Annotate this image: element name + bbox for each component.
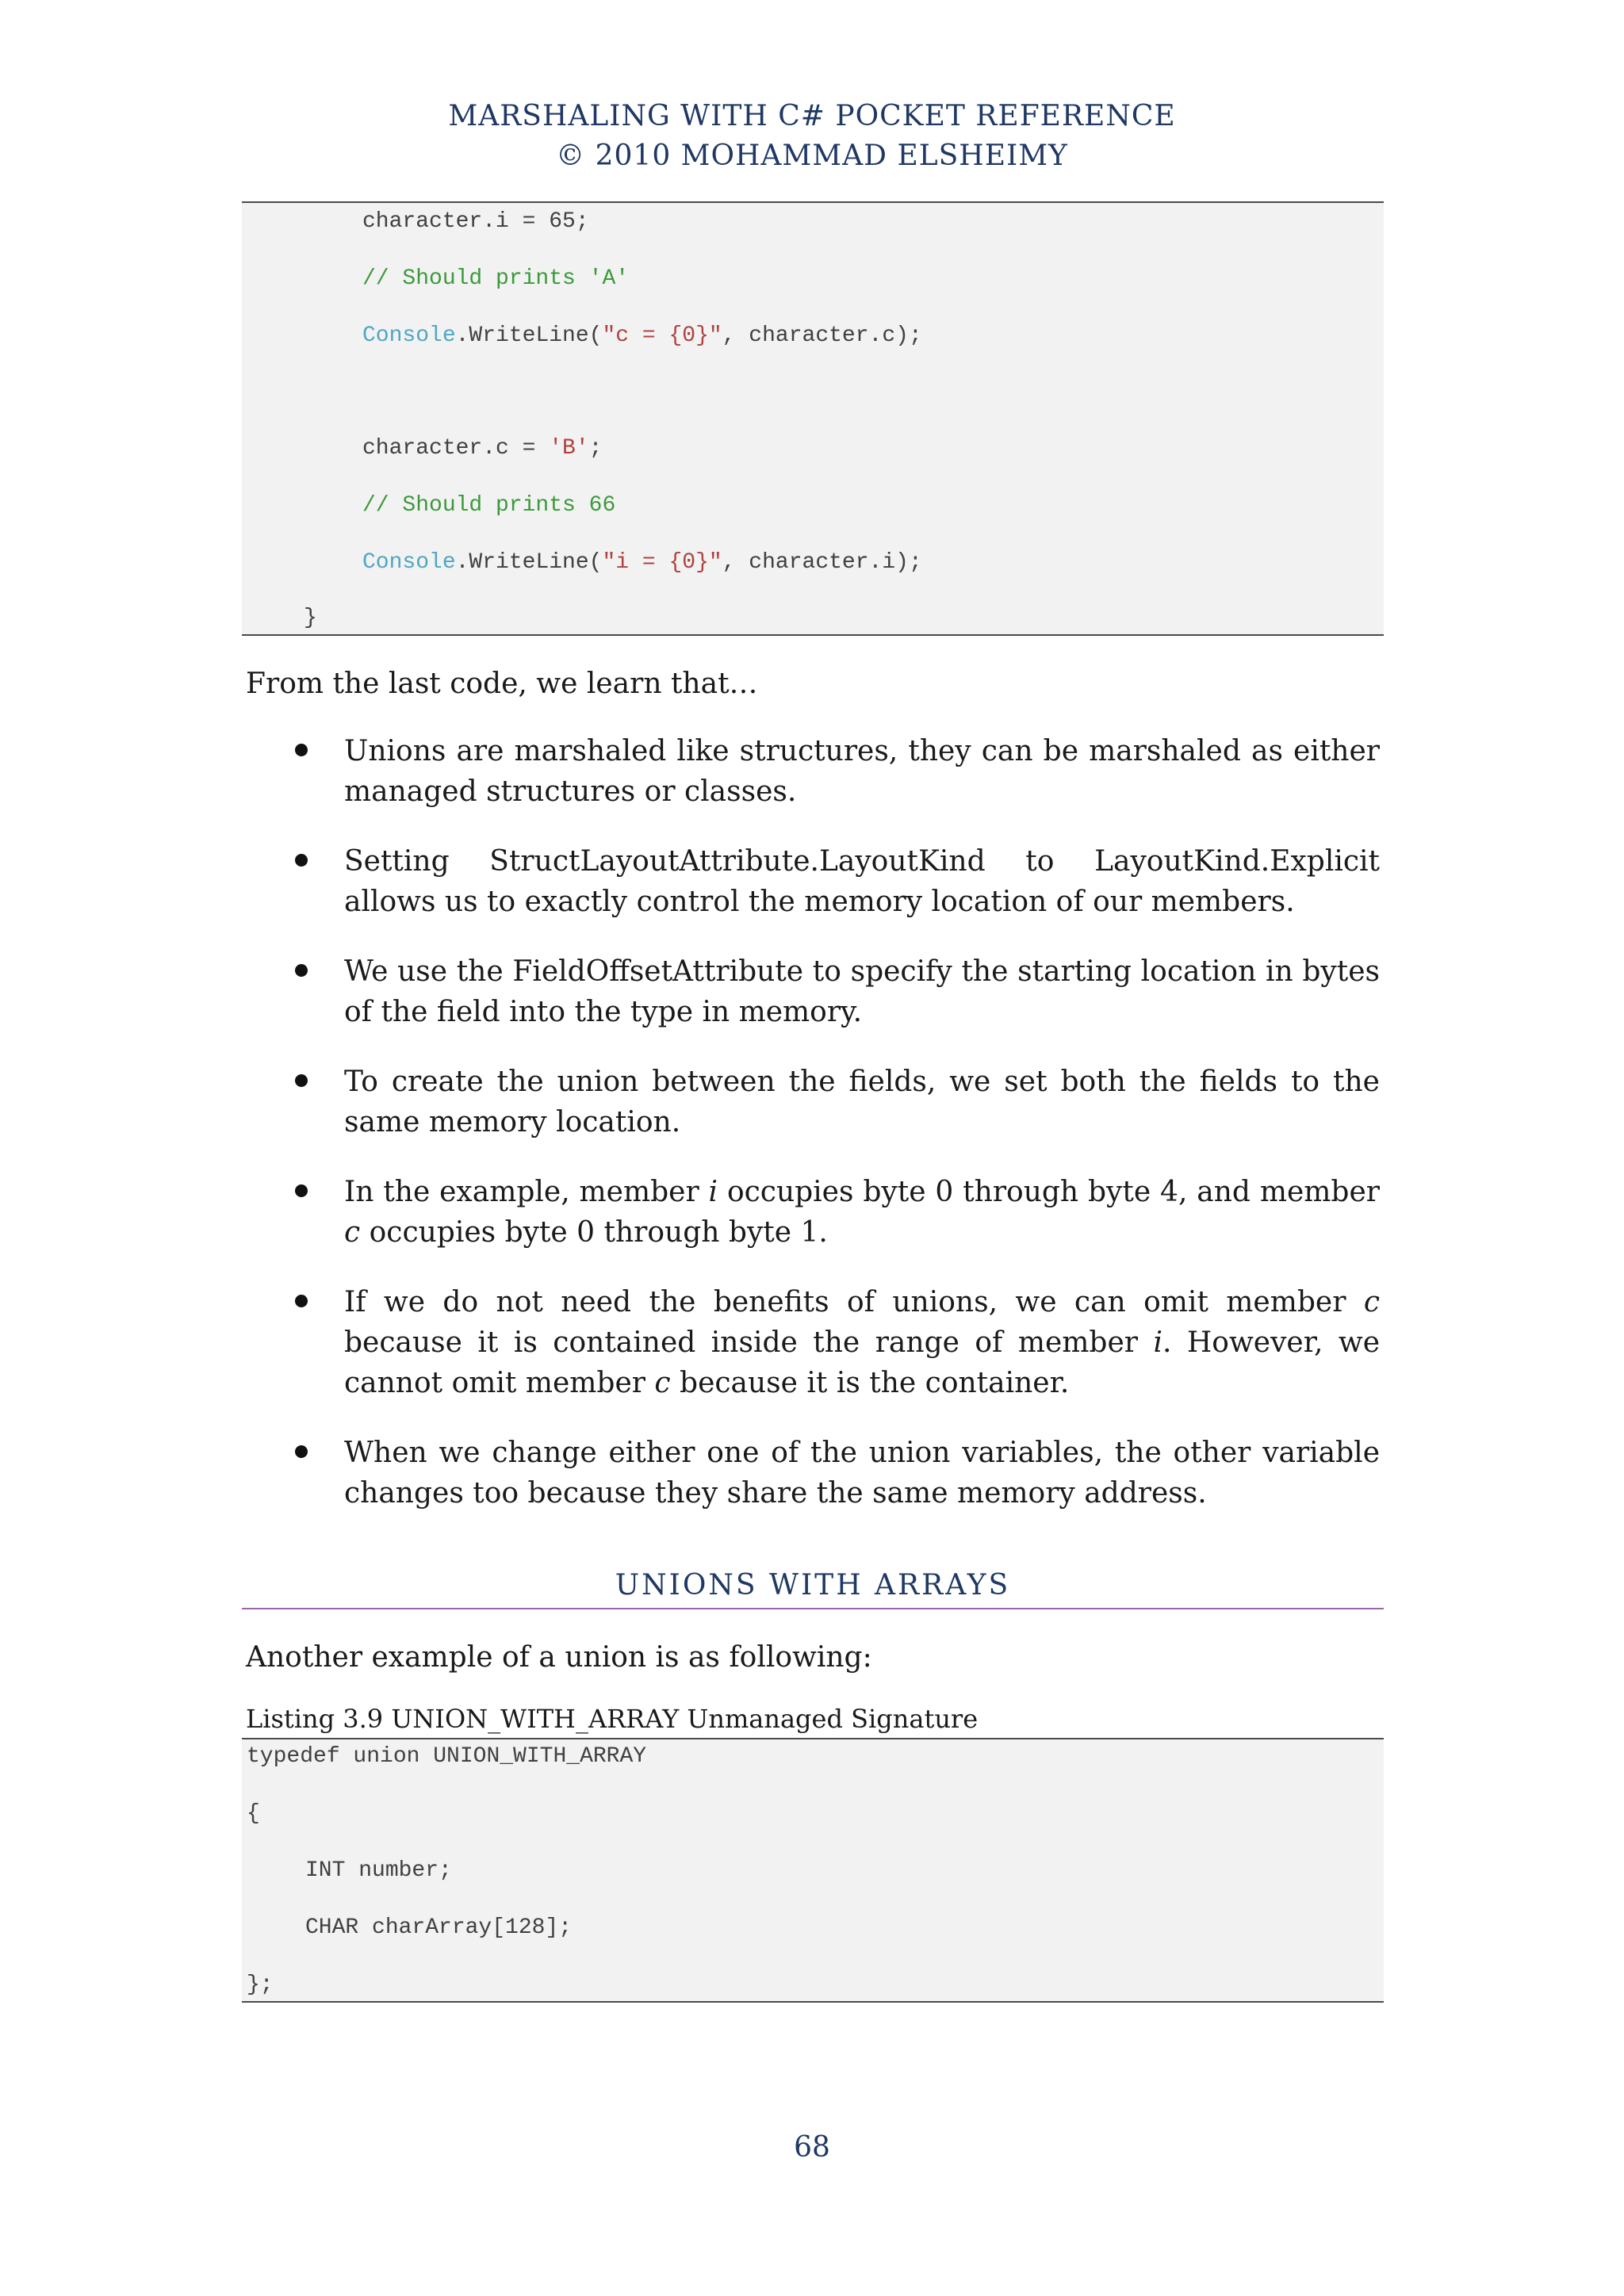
text-run: occupies byte 0 through byte 1.: [360, 1216, 828, 1249]
bullet-icon: [295, 1074, 308, 1087]
list-item-text: [344, 1282, 1380, 1403]
variable-name: i: [1153, 1326, 1162, 1359]
page-number: 68: [794, 2131, 830, 2164]
list-item-text: We use the FieldOffsetAttribute to specify the starting location in bytes of the field into the type in memory.: [344, 955, 1380, 1028]
code-text: ;: [588, 436, 603, 461]
code-text: character.c =: [362, 436, 550, 461]
code-text: typedef union UNION_WITH_ARRAY: [247, 1744, 647, 1769]
code-string: "c = {0}": [602, 323, 722, 348]
intro-paragraph: From the last code, we learn that…: [246, 668, 758, 700]
text-run: . However, we cannot omit member: [344, 1326, 1380, 1399]
text-run: If we do not need the benefits of unions, we can omit member: [344, 1286, 1364, 1318]
text-run: occupies byte 0 through byte 4, and member: [718, 1176, 1380, 1208]
code-block-top: [242, 201, 1384, 636]
code-line: [305, 1914, 572, 1942]
code-line: [305, 1857, 452, 1885]
code-text: // Should prints 66: [362, 493, 616, 518]
list-item-text: Unions are marshaled like structures, they can be marshaled as either managed structures or classes.: [344, 735, 1380, 808]
code-text: , character.c);: [722, 323, 922, 348]
code-text: }: [304, 606, 317, 630]
bullet-icon: [295, 1295, 308, 1307]
code-string: "i = {0}": [602, 550, 722, 575]
bullet-icon: [295, 964, 308, 977]
code-comment: [362, 492, 615, 520]
code-text: CHAR charArray[128];: [305, 1915, 573, 1940]
code-string: 'B': [549, 436, 589, 461]
code-text: // Should prints 'A': [362, 266, 630, 291]
bullet-icon: [295, 1184, 308, 1197]
code-line: [362, 322, 922, 350]
paragraph: Another example of a union is as following:: [246, 1641, 872, 1674]
code-line: [362, 208, 589, 236]
code-line: [362, 549, 922, 577]
code-text: };: [247, 1973, 274, 1997]
list-item-text: [344, 1172, 1380, 1253]
code-class: Console: [362, 550, 456, 575]
text-run: because it is contained inside the range of member: [344, 1326, 1154, 1359]
code-text: character.i = 65;: [362, 209, 589, 234]
variable-name: i: [708, 1176, 718, 1208]
bullet-icon: [295, 1445, 308, 1458]
code-line: [247, 1743, 646, 1771]
header-title: MARSHALING WITH C# POCKET REFERENCE: [448, 100, 1176, 132]
code-line: [247, 1971, 274, 1999]
variable-name: c: [344, 1216, 361, 1249]
list-item-text: To create the union between the fields, we set both the fields to the same memory location.: [344, 1066, 1380, 1138]
variable-name: c: [1363, 1286, 1380, 1318]
text-run: In the example, member: [344, 1176, 709, 1208]
code-block-bottom: [242, 1738, 1384, 2003]
listing-caption: Listing 3.9 UNION_WITH_ARRAY Unmanaged Signature: [246, 1704, 979, 1734]
variable-name: c: [654, 1367, 671, 1399]
code-comment: [362, 265, 629, 293]
code-class: Console: [362, 323, 456, 348]
code-text: {: [247, 1801, 260, 1826]
code-line: [362, 434, 602, 463]
code-line: [304, 604, 317, 633]
section-heading: UNIONS WITH ARRAYS: [242, 1563, 1384, 1609]
list-item-text: Setting StructLayoutAttribute.LayoutKind to LayoutKind.Explicit allows us to exactly control the memory location of our members.: [344, 845, 1380, 918]
text-run: because it is the container.: [670, 1367, 1070, 1399]
bullet-icon: [295, 854, 308, 867]
running-header: [0, 97, 1624, 176]
code-text: .WriteLine(: [455, 323, 603, 348]
code-line: [247, 1800, 260, 1828]
code-text: .WriteLine(: [455, 550, 603, 575]
bullet-icon: [295, 744, 308, 756]
code-text: INT number;: [305, 1858, 452, 1883]
code-text: , character.i);: [722, 550, 922, 575]
header-copyright: © 2010 MOHAMMAD ELSHEIMY: [556, 140, 1068, 172]
list-item-text: When we change either one of the union variables, the other variable changes too because they share the same memory address.: [344, 1437, 1380, 1510]
